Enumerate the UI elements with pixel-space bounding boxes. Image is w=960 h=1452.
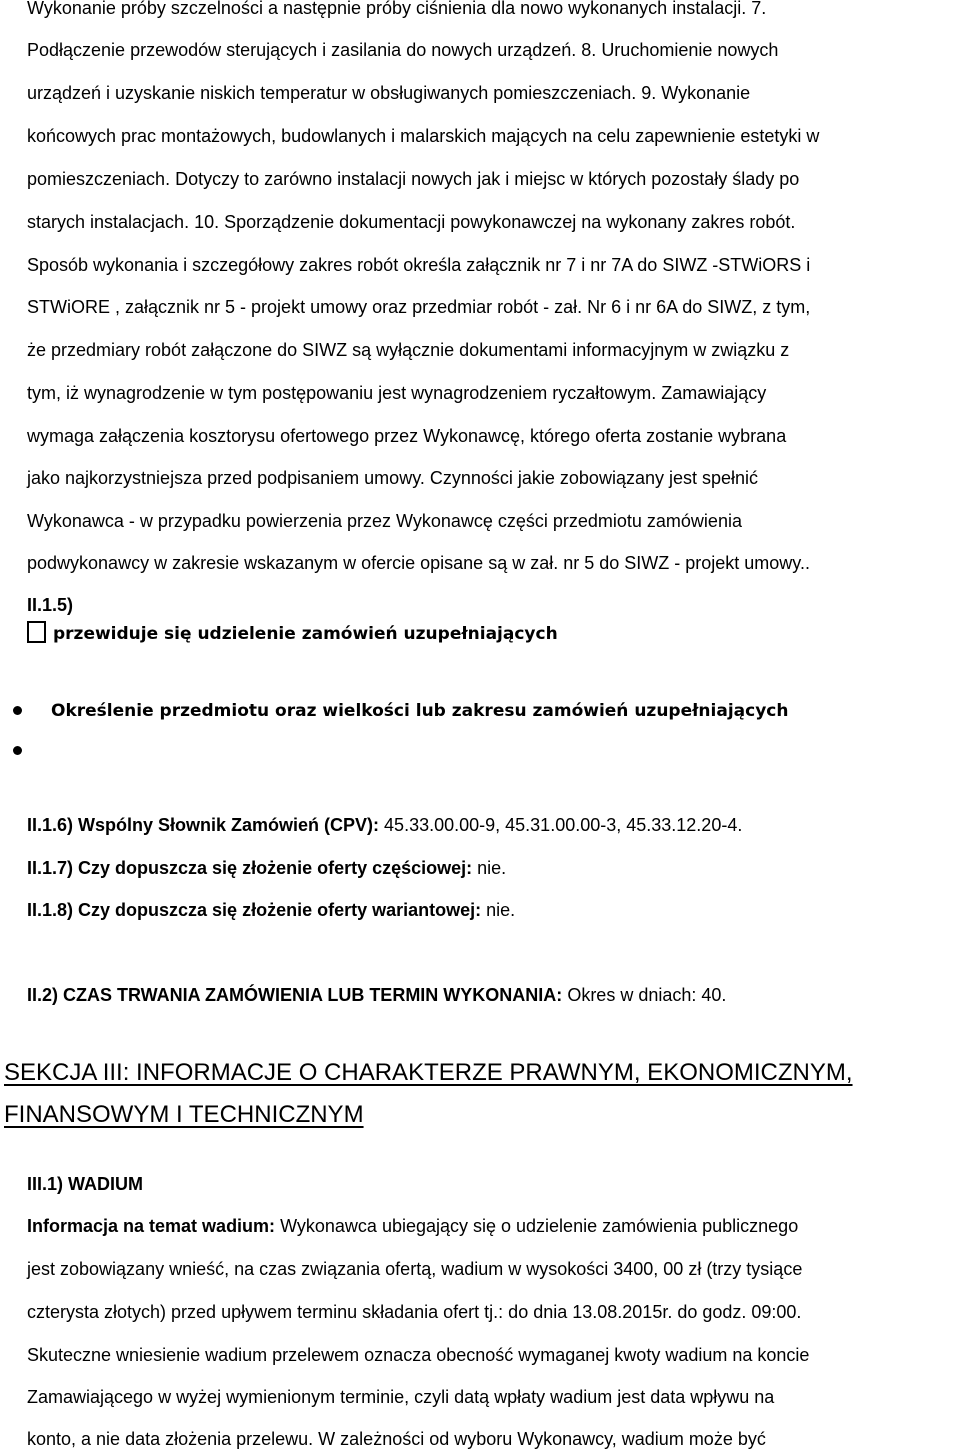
section-heading-ii15: II.1.5)	[27, 595, 74, 615]
para-line: Wykonawca - w przypadku powierzenia przez Wykonawcę części przedmiotu zamówienia	[27, 511, 742, 531]
variant-offer-line: II.1.8) Czy dopuszcza się złożenie oferty wariantowej: nie.	[27, 900, 516, 920]
para-line: tym, iż wynagrodzenie w tym postępowaniu jest wynagrodzeniem ryczałtowym. Zamawiający	[27, 383, 767, 403]
body-line: Podłączenie przewodów sterujących i zasilania do nowych urządzeń. 8. Uruchomienie nowych	[27, 40, 779, 60]
para-line: Sposób wykonania i szczegółowy zakres robót określa załącznik nr 7 i nr 7A do SIWZ -STWiORS i	[27, 255, 811, 275]
body-line: starych instalacjach. 10. Sporządzenie dokumentacji powykonawczej na wykonany zakres robót.	[27, 212, 796, 232]
bullet-icon	[13, 746, 22, 755]
bullet-item: Określenie przedmiotu oraz wielkości lub zakresu zamówień uzupełniających	[51, 701, 789, 721]
wadium-heading: III.1) WADIUM	[27, 1174, 143, 1194]
body-line: pomieszczeniach. Dotyczy to zarówno instalacji nowych jak i miejsc w których pozostały ślady po	[27, 169, 800, 189]
wadium-line: Informacja na temat wadium: Wykonawca ubiegający się o udzielenie zamówienia publicznego	[27, 1216, 799, 1236]
body-line: urządzeń i uzyskanie niskich temperatur w obsługiwanych pomieszczeniach. 9. Wykonanie	[27, 83, 751, 103]
wadium-line: Skuteczne wniesienie wadium przelewem oznacza obecność wymaganej kwoty wadium na koncie	[27, 1345, 810, 1365]
body-line: końcowych prac montażowych, budowlanych i malarskich mających na celu zapewnienie estetyki w	[27, 126, 820, 146]
para-line: podwykonawcy w zakresie wskazanym w ofercie opisane są w zał. nr 5 do SIWZ - projekt umowy..	[27, 553, 810, 573]
section-title-cont: FINANSOWYM I TECHNICZNYM	[4, 1101, 364, 1128]
checkbox-label: przewiduje się udzielenie zamówień uzupełniających	[53, 624, 558, 644]
wadium-line: jest zobowiązany wnieść, na czas związania ofertą, wadium w wysokości 3400, 00 zł (trzy tysiące	[27, 1259, 803, 1279]
cpv-line: II.1.6) Wspólny Słownik Zamówień (CPV): 45.33.00.00-9, 45.31.00.00-3, 45.33.12.20-4.	[27, 815, 743, 835]
para-line: STWiORE , załącznik nr 5 - projekt umowy oraz przedmiar robót - zał. Nr 6 i nr 6A do SIWZ, z tym,	[27, 297, 811, 317]
section-title: SEKCJA III: INFORMACJE O CHARAKTERZE PRAWNYM, EKONOMICZNYM,	[4, 1059, 853, 1086]
para-line: jako najkorzystniejsza przed podpisaniem umowy. Czynności jakie zobowiązany jest spełnić	[27, 468, 759, 488]
partial-offer-line: II.1.7) Czy dopuszcza się złożenie oferty częściowej: nie.	[27, 858, 507, 878]
para-line: wymaga załączenia kosztorysu ofertowego przez Wykonawcę, którego oferta zostanie wybrana	[27, 426, 787, 446]
body-line: Wykonanie próby szczelności a następnie próby ciśnienia dla nowo wykonanych instalacji. 7.	[27, 0, 767, 18]
para-line: że przedmiary robót załączone do SIWZ są wyłącznie dokumentami informacyjnym w związku z	[27, 340, 790, 360]
wadium-line: Zamawiającego w wyżej wymienionym terminie, czyli datą wpłaty wadium jest data wpływu na	[27, 1387, 775, 1407]
bullet-icon	[13, 706, 22, 715]
duration-line: II.2) CZAS TRWANIA ZAMÓWIENIA LUB TERMIN WYKONANIA: Okres w dniach: 40.	[27, 985, 727, 1005]
wadium-line: konto, a nie data złożenia przelewu. W zależności od wyboru Wykonawcy, wadium może być	[27, 1429, 766, 1449]
wadium-line: czterysta złotych) przed upływem terminu składania ofert tj.: do dnia 13.08.2015r. do godz. 09:00.	[27, 1302, 802, 1322]
checkbox[interactable]	[27, 621, 46, 643]
